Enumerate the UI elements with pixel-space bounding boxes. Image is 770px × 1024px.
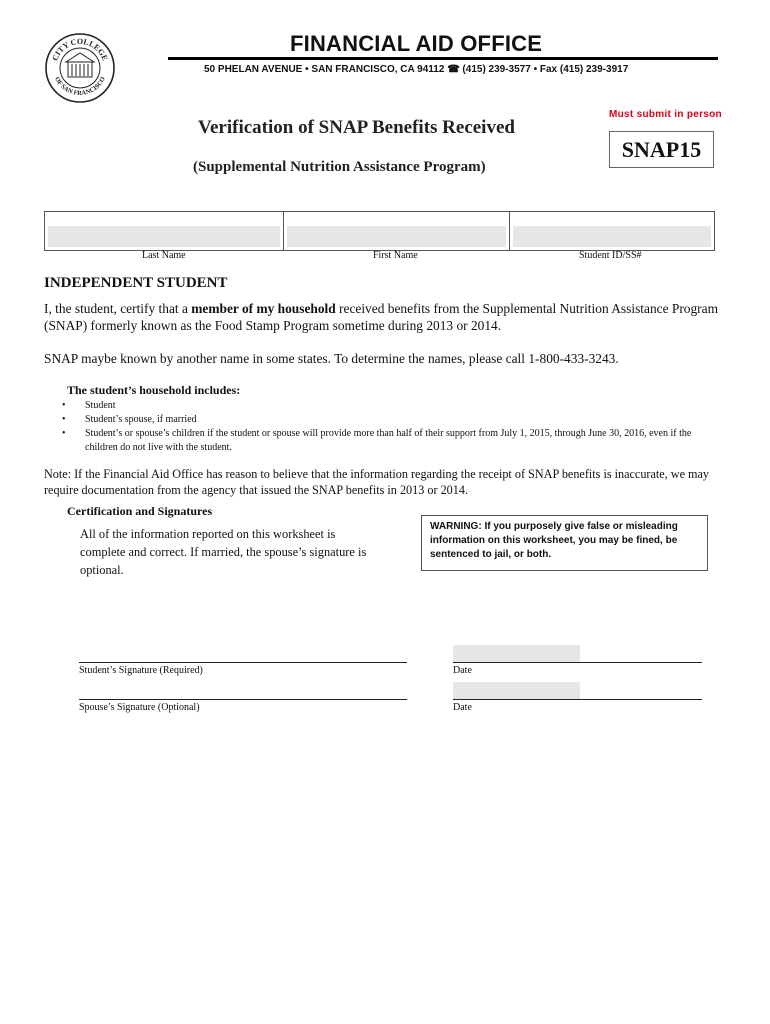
bullet-icon: • <box>62 428 66 439</box>
certification-heading: Certification and Signatures <box>67 504 213 518</box>
section-heading: INDEPENDENT STUDENT <box>44 275 228 291</box>
student-id-input[interactable] <box>513 226 711 247</box>
header-divider <box>168 57 718 60</box>
household-list <box>58 399 718 455</box>
snap-names-paragraph: SNAP maybe known by another name in some states. To determine the names, please call 1-800-433-3243. <box>44 351 619 366</box>
student-id-label: Student ID/SS# <box>579 250 642 261</box>
student-id-cell <box>510 212 714 250</box>
name-table <box>44 211 715 251</box>
student-signature-label: Student’s Signature (Required) <box>79 665 203 676</box>
first-name-label: First Name <box>373 250 418 261</box>
first-name-cell <box>284 212 510 250</box>
note-paragraph: Note: If the Financial Aid Office has reason to believe that the information regarding the receipt of SNAP benefits is inaccurate, we may require documentation from the agency that issued the SNAP benefits in 2013 or 2014. <box>44 467 710 497</box>
list-item: • Student’s spouse, if married <box>62 414 197 425</box>
bullet-icon: • <box>62 400 66 411</box>
student-date-input[interactable] <box>453 645 580 663</box>
certify-paragraph: I, the student, certify that a member of my household received benefits from the Supplemental Nutrition Assistance Program (SNAP) formerly known as the Food Stamp Program sometime during 2013 or 2014. <box>44 301 718 333</box>
student-date-label: Date <box>453 665 472 676</box>
college-seal-logo <box>44 32 116 104</box>
household-heading: The student’s household includes: <box>67 383 241 397</box>
warning-box: WARNING: If you purposely give false or misleading information on this worksheet, you may be fined, be sentenced to jail, or both. <box>421 515 708 571</box>
svg-text:OF SAN FRANCISCO: OF SAN FRANCISCO <box>53 75 107 98</box>
form-title: Verification of SNAP Benefits Received <box>198 117 515 138</box>
bullet-icon: • <box>62 414 66 425</box>
spouse-date-label: Date <box>453 702 472 713</box>
spouse-date-line <box>453 699 702 700</box>
form-code-box: SNAP15 <box>609 131 714 168</box>
last-name-input[interactable] <box>48 226 280 247</box>
student-signature-line[interactable] <box>79 662 407 663</box>
spouse-signature-line[interactable] <box>79 699 407 700</box>
certification-text: All of the information reported on this worksheet is complete and correct. If married, the spouse’s signature is optional. <box>80 527 367 577</box>
student-date-line <box>453 662 702 663</box>
office-title: FINANCIAL AID OFFICE <box>290 31 543 56</box>
list-item: • Student’s or spouse’s children if the student or spouse will provide more than half of their support from July 1, 2015, through June 30, 2016, even if the children do not live with the student. <box>62 428 692 453</box>
last-name-cell <box>45 212 284 250</box>
spouse-signature-label: Spouse’s Signature (Optional) <box>79 702 200 713</box>
spouse-date-input[interactable] <box>453 682 580 700</box>
first-name-input[interactable] <box>287 226 506 247</box>
form-subtitle: (Supplemental Nutrition Assistance Program) <box>193 159 486 175</box>
list-item: • Student <box>62 400 116 411</box>
svg-text:CITY COLLEGE: CITY COLLEGE <box>50 36 110 62</box>
office-address: 50 PHELAN AVENUE • SAN FRANCISCO, CA 94112 ☎ (415) 239-3577 • Fax (415) 239-3917 <box>204 64 629 75</box>
must-submit-notice: Must submit in person <box>609 109 722 120</box>
last-name-label: Last Name <box>142 250 186 261</box>
